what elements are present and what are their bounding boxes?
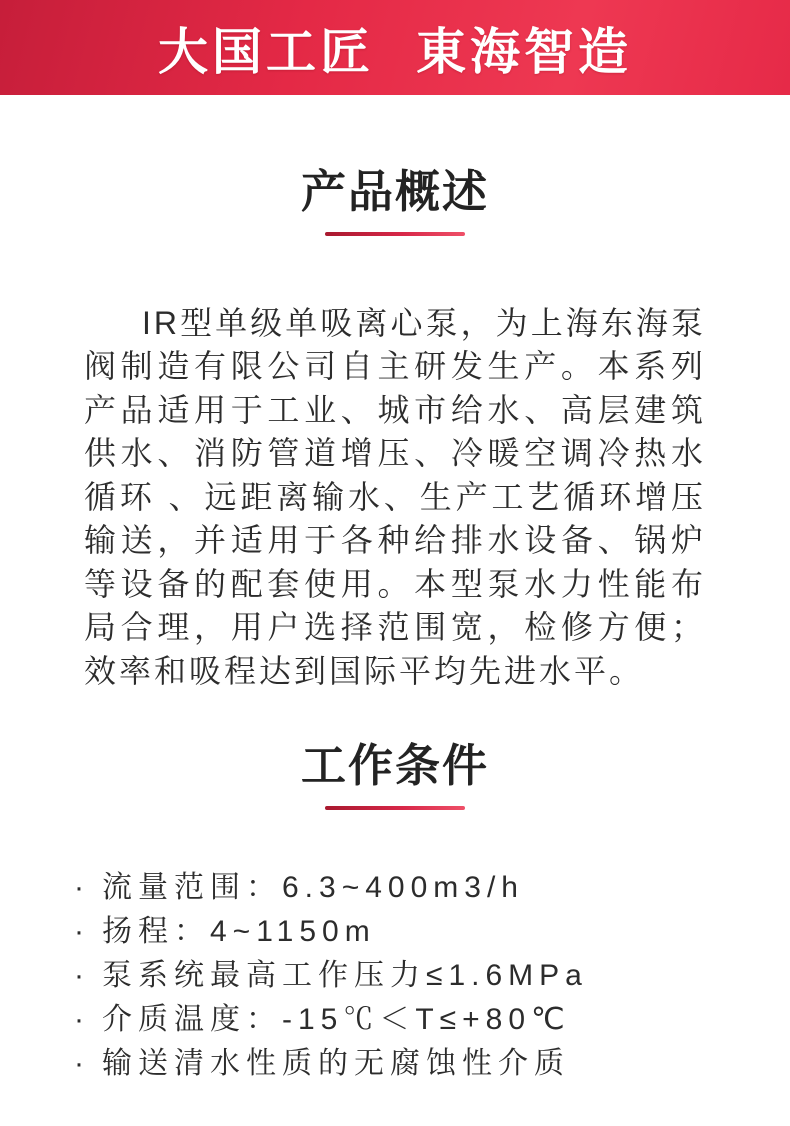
conditions-title-underline	[325, 806, 465, 810]
paragraph-line: IR型单级单吸离心泵，为上海东海泵	[142, 304, 706, 341]
paragraph-line: 供水、消防管道增压、冷暖空调冷热水	[84, 435, 706, 471]
working-conditions-section	[0, 693, 790, 1086]
paragraph-line: 阀制造有限公司自主研发生产。本系列	[84, 348, 706, 384]
condition-item	[74, 910, 790, 954]
condition-text: 流量范围：6.3~400m3/h	[102, 870, 524, 904]
condition-text: 输送清水性质的无腐蚀性介质	[102, 1046, 570, 1080]
banner-title: 大国工匠 東海智造	[158, 23, 632, 80]
header-banner	[0, 0, 790, 95]
bullet-dot-icon: ·	[74, 1046, 84, 1080]
condition-item	[74, 1042, 790, 1086]
paragraph-line: 输送，并适用于各种给排水设备、锅炉	[84, 522, 706, 558]
overview-paragraph	[84, 302, 706, 694]
bullet-dot-icon: ·	[74, 958, 84, 992]
condition-text: 扬程：4~1150m	[102, 914, 376, 948]
overview-section	[0, 95, 790, 693]
condition-text: 泵系统最高工作压力≤1.6MPa	[102, 958, 588, 992]
bullet-dot-icon: ·	[74, 870, 84, 904]
overview-title-underline	[325, 232, 465, 236]
paragraph-line: 局合理，用户选择范围宽，检修方便；	[84, 609, 706, 645]
paragraph-line: 等设备的配套使用。本型泵水力性能布	[84, 565, 706, 602]
paragraph-line: 效率和吸程达到国际平均先进水平。	[84, 652, 645, 689]
condition-text: 介质温度：-15℃＜T≤+80℃	[102, 1002, 571, 1036]
condition-item	[74, 998, 790, 1042]
overview-section-title: 产品概述	[300, 166, 489, 217]
paragraph-line: 产品适用于工业、城市给水、高层建筑	[84, 391, 706, 428]
condition-item	[74, 866, 790, 910]
bullet-dot-icon: ·	[74, 914, 84, 948]
conditions-list	[74, 866, 790, 1086]
condition-item	[74, 954, 790, 998]
conditions-section-title: 工作条件	[300, 740, 489, 791]
paragraph-line: 循环 、远距离输水、生产工艺循环增压	[84, 478, 706, 515]
bullet-dot-icon: ·	[74, 1002, 84, 1036]
